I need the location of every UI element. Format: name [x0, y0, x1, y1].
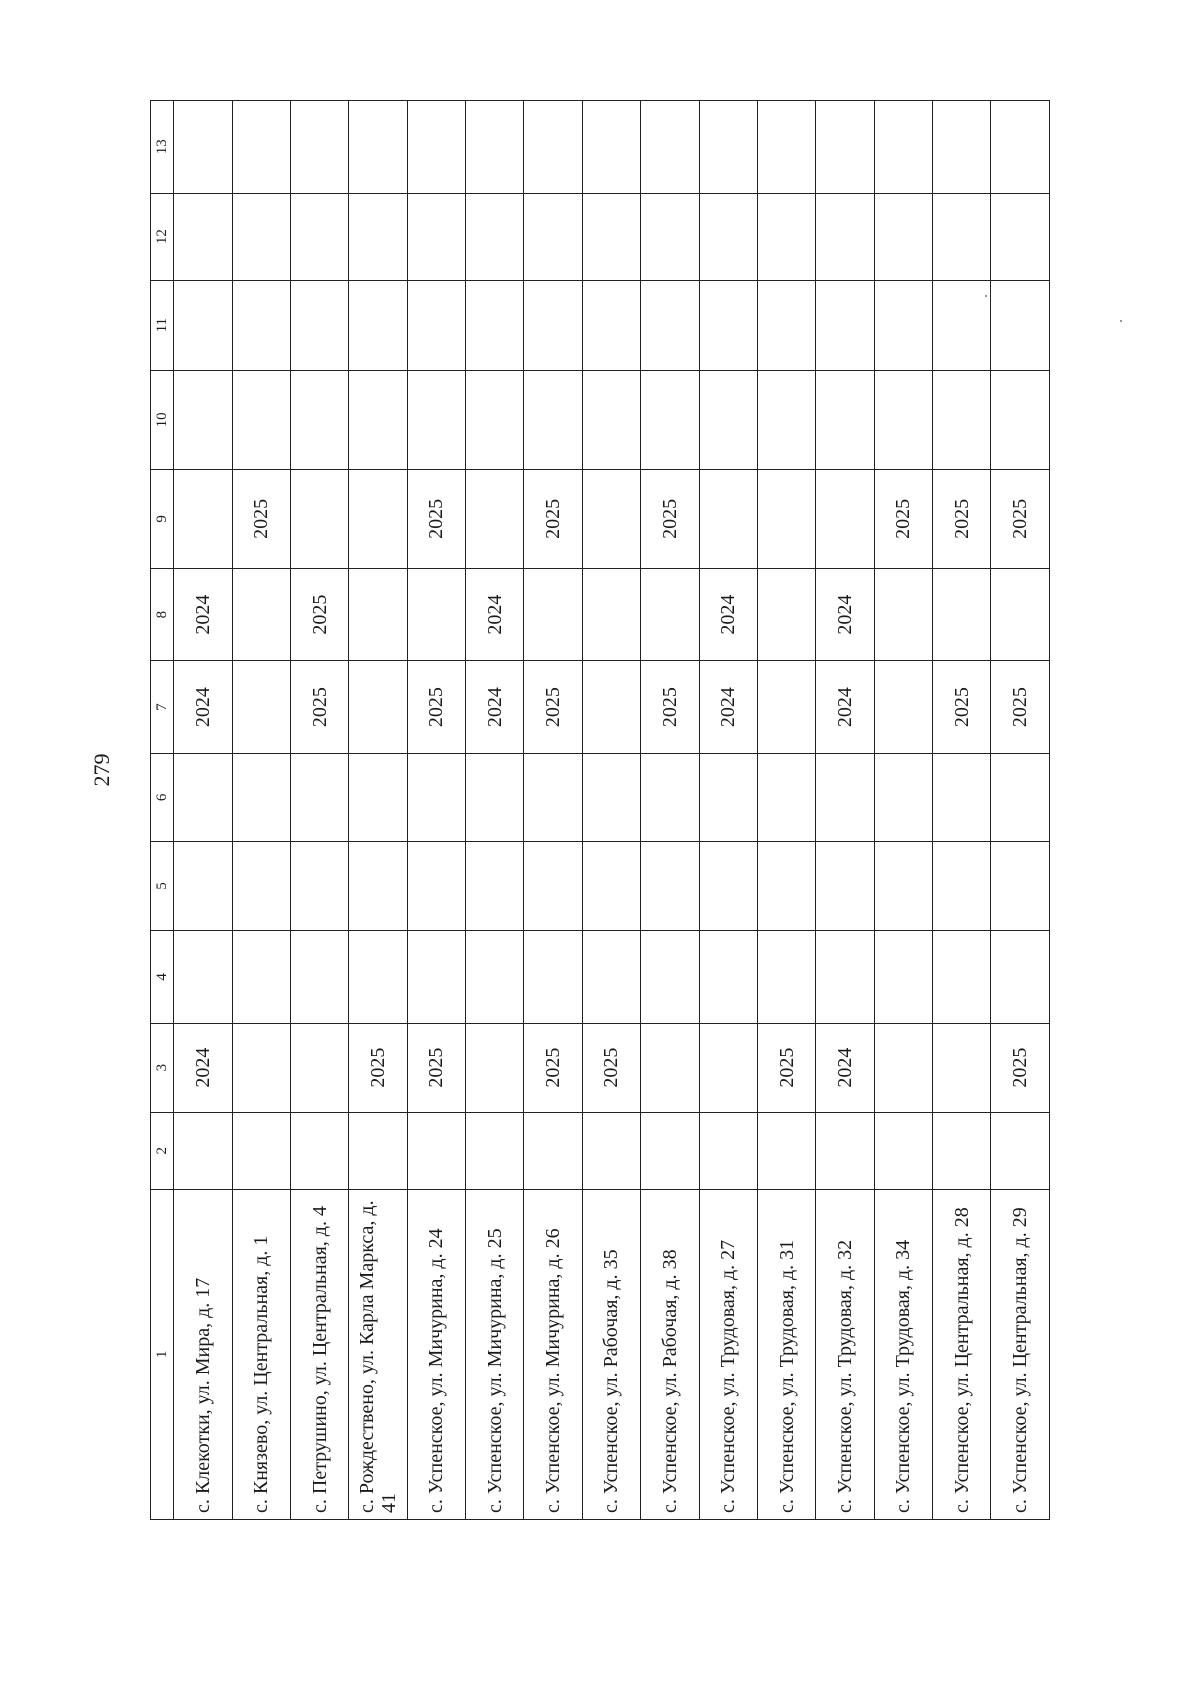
year-cell-col-7: 2025 — [641, 661, 699, 753]
page-number: 279 — [89, 753, 114, 787]
year-cell-col-8: 2024 — [816, 568, 874, 660]
table-row — [582, 101, 640, 1520]
year-cell-col-4 — [933, 931, 991, 1023]
year-cell-col-10 — [232, 370, 290, 469]
year-cell-col-11 — [757, 280, 815, 370]
year-cell-col-5 — [524, 841, 582, 930]
column-number-9: 9 — [151, 469, 174, 568]
year-cell-col-10 — [466, 370, 524, 469]
year-cell-col-13 — [407, 101, 465, 194]
year-cell-col-11 — [407, 280, 465, 370]
year-cell-col-9 — [699, 469, 757, 568]
year-cell-col-7: 2025 — [933, 661, 991, 753]
year-cell-col-7: 2024 — [816, 661, 874, 753]
year-cell-col-6 — [349, 753, 407, 841]
address-cell: с. Успенское, ул. Мичурина, д. 24 — [407, 1189, 465, 1519]
address-cell: с. Успенское, ул. Мичурина, д. 26 — [524, 1189, 582, 1519]
year-cell-col-7 — [232, 661, 290, 753]
column-number-5: 5 — [151, 841, 174, 930]
table-row — [933, 101, 991, 1520]
address-cell: с. Князево, ул. Центральная, д. 1 — [232, 1189, 290, 1519]
year-cell-col-13 — [290, 101, 348, 194]
year-cell-col-3 — [641, 1023, 699, 1112]
year-cell-col-4 — [174, 931, 232, 1023]
year-cell-col-12 — [816, 193, 874, 280]
address-cell: с. Успенское, ул. Центральная, д. 29 — [991, 1189, 1050, 1519]
year-cell-col-3: 2025 — [757, 1023, 815, 1112]
column-number-11: 11 — [151, 280, 174, 370]
year-cell-col-9: 2025 — [991, 469, 1050, 568]
year-cell-col-4 — [232, 931, 290, 1023]
year-cell-col-12 — [524, 193, 582, 280]
year-cell-col-5 — [699, 841, 757, 930]
year-cell-col-7: 2024 — [466, 661, 524, 753]
year-cell-col-10 — [641, 370, 699, 469]
table-row — [991, 101, 1050, 1520]
column-number-10: 10 — [151, 370, 174, 469]
year-cell-col-9 — [466, 469, 524, 568]
year-cell-col-8: 2024 — [466, 568, 524, 660]
year-cell-col-7 — [582, 661, 640, 753]
year-cell-col-5 — [816, 841, 874, 930]
year-cell-col-11 — [641, 280, 699, 370]
year-cell-col-5 — [641, 841, 699, 930]
column-number-3: 3 — [151, 1023, 174, 1112]
year-cell-col-9 — [174, 469, 232, 568]
table-row — [232, 101, 290, 1520]
year-cell-col-10 — [757, 370, 815, 469]
year-cell-col-12 — [991, 193, 1050, 280]
year-cell-col-7: 2025 — [290, 661, 348, 753]
year-cell-col-2 — [816, 1112, 874, 1189]
year-cell-col-7: 2024 — [699, 661, 757, 753]
year-cell-col-2 — [582, 1112, 640, 1189]
year-cell-col-12 — [641, 193, 699, 280]
address-cell: с. Успенское, ул. Трудовая, д. 31 — [757, 1189, 815, 1519]
year-cell-col-5 — [349, 841, 407, 930]
year-cell-col-10 — [933, 370, 991, 469]
year-cell-col-2 — [290, 1112, 348, 1189]
column-number-8: 8 — [151, 568, 174, 660]
year-cell-col-12 — [349, 193, 407, 280]
year-cell-col-9: 2025 — [933, 469, 991, 568]
year-cell-col-6 — [582, 753, 640, 841]
year-cell-col-11 — [991, 280, 1050, 370]
year-cell-col-3 — [933, 1023, 991, 1112]
year-cell-col-3 — [466, 1023, 524, 1112]
year-cell-col-7 — [757, 661, 815, 753]
year-cell-col-13 — [466, 101, 524, 194]
year-cell-col-10 — [991, 370, 1050, 469]
year-cell-col-4 — [816, 931, 874, 1023]
year-cell-col-12 — [290, 193, 348, 280]
year-cell-col-8 — [933, 568, 991, 660]
year-cell-col-2 — [933, 1112, 991, 1189]
year-cell-col-3 — [699, 1023, 757, 1112]
year-cell-col-5 — [290, 841, 348, 930]
year-cell-col-13 — [699, 101, 757, 194]
year-cell-col-3 — [290, 1023, 348, 1112]
year-cell-col-7 — [349, 661, 407, 753]
column-number-6: 6 — [151, 753, 174, 841]
year-cell-col-6 — [991, 753, 1050, 841]
year-cell-col-7 — [874, 661, 932, 753]
year-cell-col-12 — [757, 193, 815, 280]
year-cell-col-11 — [816, 280, 874, 370]
year-cell-col-4 — [757, 931, 815, 1023]
table-row — [699, 101, 757, 1520]
year-cell-col-4 — [991, 931, 1050, 1023]
year-cell-col-2 — [232, 1112, 290, 1189]
scan-speck — [1120, 320, 1122, 322]
year-cell-col-12 — [174, 193, 232, 280]
column-number-2: 2 — [151, 1112, 174, 1189]
year-cell-col-8 — [757, 568, 815, 660]
year-cell-col-4 — [641, 931, 699, 1023]
year-cell-col-9 — [816, 469, 874, 568]
year-cell-col-6 — [466, 753, 524, 841]
year-cell-col-13 — [874, 101, 932, 194]
table-row — [407, 101, 465, 1520]
year-cell-col-7: 2025 — [991, 661, 1050, 753]
year-cell-col-10 — [874, 370, 932, 469]
year-cell-col-3: 2024 — [816, 1023, 874, 1112]
year-cell-col-4 — [407, 931, 465, 1023]
year-cell-col-13 — [991, 101, 1050, 194]
year-cell-col-8: 2025 — [290, 568, 348, 660]
year-cell-col-2 — [641, 1112, 699, 1189]
year-cell-col-11 — [874, 280, 932, 370]
table-row — [757, 101, 815, 1520]
address-cell: с. Успенское, ул. Трудовая, д. 32 — [816, 1189, 874, 1519]
year-cell-col-10 — [816, 370, 874, 469]
year-cell-col-3: 2025 — [991, 1023, 1050, 1112]
year-cell-col-13 — [232, 101, 290, 194]
table-row — [349, 101, 407, 1520]
rotated-table-wrapper — [150, 100, 1050, 1520]
year-cell-col-6 — [174, 753, 232, 841]
address-cell: с. Успенское, ул. Рабочая, д. 38 — [641, 1189, 699, 1519]
column-number-7: 7 — [151, 661, 174, 753]
year-cell-col-3 — [232, 1023, 290, 1112]
table-row — [641, 101, 699, 1520]
table-row — [466, 101, 524, 1520]
scan-speck — [985, 295, 987, 297]
year-cell-col-4 — [874, 931, 932, 1023]
column-number-12: 12 — [151, 193, 174, 280]
year-cell-col-12 — [874, 193, 932, 280]
year-cell-col-5 — [933, 841, 991, 930]
year-cell-col-8 — [641, 568, 699, 660]
year-cell-col-10 — [699, 370, 757, 469]
year-cell-col-11 — [699, 280, 757, 370]
year-cell-col-9: 2025 — [232, 469, 290, 568]
year-cell-col-3: 2025 — [349, 1023, 407, 1112]
year-cell-col-5 — [407, 841, 465, 930]
year-cell-col-2 — [407, 1112, 465, 1189]
year-cell-col-10 — [349, 370, 407, 469]
year-cell-col-6 — [290, 753, 348, 841]
year-cell-col-8 — [874, 568, 932, 660]
year-cell-col-5 — [466, 841, 524, 930]
year-cell-col-9 — [290, 469, 348, 568]
year-cell-col-8 — [232, 568, 290, 660]
year-cell-col-9 — [757, 469, 815, 568]
year-cell-col-13 — [524, 101, 582, 194]
year-cell-col-6 — [641, 753, 699, 841]
schedule-table — [150, 100, 1050, 1520]
year-cell-col-7: 2025 — [407, 661, 465, 753]
year-cell-col-6 — [816, 753, 874, 841]
year-cell-col-3: 2025 — [524, 1023, 582, 1112]
year-cell-col-8 — [582, 568, 640, 660]
year-cell-col-2 — [874, 1112, 932, 1189]
year-cell-col-13 — [349, 101, 407, 194]
year-cell-col-3 — [874, 1023, 932, 1112]
year-cell-col-2 — [349, 1112, 407, 1189]
address-cell: с. Клекотки, ул. Мира, д. 17 — [174, 1189, 232, 1519]
year-cell-col-6 — [933, 753, 991, 841]
year-cell-col-2 — [699, 1112, 757, 1189]
year-cell-col-6 — [407, 753, 465, 841]
year-cell-col-11 — [232, 280, 290, 370]
year-cell-col-9: 2025 — [407, 469, 465, 568]
address-cell: с. Успенское, ул. Центральная, д. 28 — [933, 1189, 991, 1519]
year-cell-col-8 — [349, 568, 407, 660]
year-cell-col-10 — [524, 370, 582, 469]
year-cell-col-12 — [582, 193, 640, 280]
year-cell-col-8 — [991, 568, 1050, 660]
year-cell-col-10 — [407, 370, 465, 469]
year-cell-col-5 — [991, 841, 1050, 930]
year-cell-col-5 — [582, 841, 640, 930]
year-cell-col-10 — [582, 370, 640, 469]
address-cell: с. Успенское, ул. Рабочая, д. 35 — [582, 1189, 640, 1519]
year-cell-col-6 — [874, 753, 932, 841]
year-cell-col-4 — [699, 931, 757, 1023]
year-cell-col-9: 2025 — [524, 469, 582, 568]
year-cell-col-9: 2025 — [874, 469, 932, 568]
year-cell-col-13 — [757, 101, 815, 194]
year-cell-col-3: 2025 — [407, 1023, 465, 1112]
year-cell-col-11 — [582, 280, 640, 370]
year-cell-col-9 — [582, 469, 640, 568]
year-cell-col-2 — [524, 1112, 582, 1189]
table-row — [524, 101, 582, 1520]
year-cell-col-8: 2024 — [699, 568, 757, 660]
year-cell-col-2 — [466, 1112, 524, 1189]
year-cell-col-11 — [290, 280, 348, 370]
year-cell-col-8: 2024 — [174, 568, 232, 660]
header-row — [151, 101, 174, 1520]
year-cell-col-7: 2024 — [174, 661, 232, 753]
address-cell: с. Успенское, ул. Трудовая, д. 34 — [874, 1189, 932, 1519]
year-cell-col-4 — [466, 931, 524, 1023]
table-row — [874, 101, 932, 1520]
year-cell-col-13 — [933, 101, 991, 194]
table-row — [174, 101, 232, 1520]
column-number-4: 4 — [151, 931, 174, 1023]
year-cell-col-9 — [349, 469, 407, 568]
year-cell-col-2 — [991, 1112, 1050, 1189]
year-cell-col-13 — [174, 101, 232, 194]
year-cell-col-12 — [933, 193, 991, 280]
year-cell-col-13 — [641, 101, 699, 194]
year-cell-col-2 — [757, 1112, 815, 1189]
column-number-1: 1 — [151, 1189, 174, 1519]
year-cell-col-5 — [874, 841, 932, 930]
year-cell-col-4 — [290, 931, 348, 1023]
address-cell: с. Рождествено, ул. Карла Маркса, д. 41 — [349, 1189, 407, 1519]
year-cell-col-11 — [466, 280, 524, 370]
year-cell-col-6 — [757, 753, 815, 841]
year-cell-col-3: 2024 — [174, 1023, 232, 1112]
year-cell-col-8 — [407, 568, 465, 660]
year-cell-col-4 — [524, 931, 582, 1023]
column-number-13: 13 — [151, 101, 174, 194]
year-cell-col-11 — [524, 280, 582, 370]
year-cell-col-13 — [582, 101, 640, 194]
year-cell-col-6 — [524, 753, 582, 841]
year-cell-col-3: 2025 — [582, 1023, 640, 1112]
table-row — [290, 101, 348, 1520]
year-cell-col-6 — [699, 753, 757, 841]
year-cell-col-6 — [232, 753, 290, 841]
year-cell-col-10 — [174, 370, 232, 469]
year-cell-col-4 — [349, 931, 407, 1023]
address-cell: с. Успенское, ул. Трудовая, д. 27 — [699, 1189, 757, 1519]
year-cell-col-5 — [232, 841, 290, 930]
year-cell-col-4 — [582, 931, 640, 1023]
year-cell-col-9: 2025 — [641, 469, 699, 568]
year-cell-col-11 — [174, 280, 232, 370]
year-cell-col-10 — [290, 370, 348, 469]
year-cell-col-12 — [699, 193, 757, 280]
year-cell-col-2 — [174, 1112, 232, 1189]
year-cell-col-12 — [232, 193, 290, 280]
year-cell-col-5 — [174, 841, 232, 930]
table-row — [816, 101, 874, 1520]
year-cell-col-8 — [524, 568, 582, 660]
year-cell-col-12 — [407, 193, 465, 280]
year-cell-col-11 — [349, 280, 407, 370]
address-cell: с. Успенское, ул. Мичурина, д. 25 — [466, 1189, 524, 1519]
year-cell-col-13 — [816, 101, 874, 194]
year-cell-col-5 — [757, 841, 815, 930]
year-cell-col-11 — [933, 280, 991, 370]
year-cell-col-12 — [466, 193, 524, 280]
address-cell: с. Петрушино, ул. Центральная, д. 4 — [290, 1189, 348, 1519]
year-cell-col-7: 2025 — [524, 661, 582, 753]
